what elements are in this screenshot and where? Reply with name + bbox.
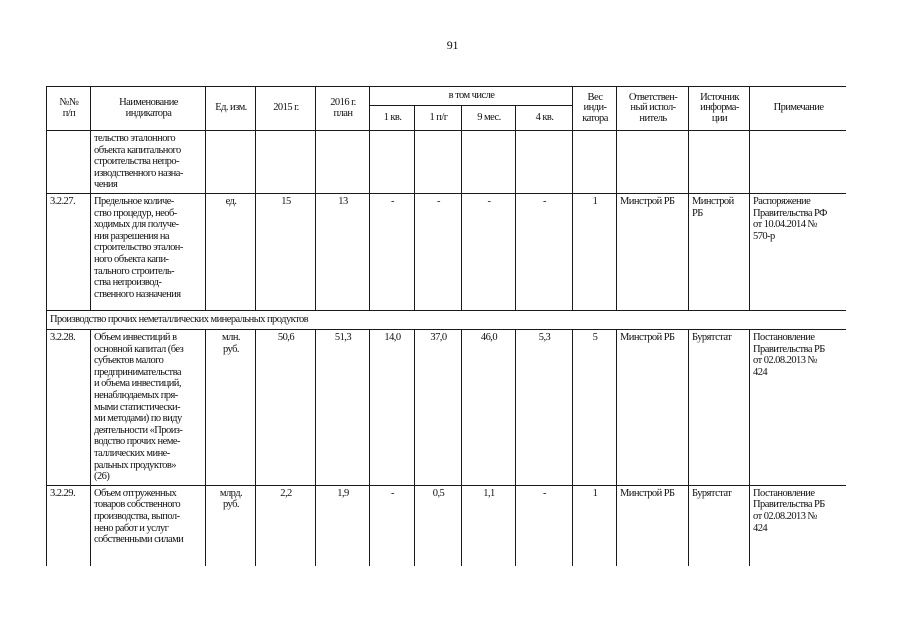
cell-unit: ед. (206, 194, 256, 311)
cell-q4: - (516, 485, 573, 566)
cell-responsible: Минстрой РБ (617, 194, 689, 311)
cell-name: Объем отгруженных товаров собственного производства, выпол- нено работ и услуг собственными силами (91, 485, 206, 566)
cell-num: 3.2.28. (47, 330, 91, 486)
cell-unit: млн. руб. (206, 330, 256, 486)
table-row-3-2-29 (47, 485, 847, 566)
header-note: Примечание (750, 87, 846, 131)
indicator-table (46, 86, 846, 566)
header-q4: 4 кв. (516, 106, 573, 131)
header-source: Источник информа- ции (689, 87, 750, 131)
cell-responsible (617, 131, 689, 194)
cell-q4: 5,3 (516, 330, 573, 486)
header-q1: 1 кв. (370, 106, 415, 131)
cell-2016: 1,9 (316, 485, 370, 566)
table-row-continuation (47, 131, 847, 194)
cell-2015: 50,6 (256, 330, 316, 486)
cell-q1: - (370, 194, 415, 311)
cell-weight: 5 (573, 330, 617, 486)
page-number: 91 (446, 38, 459, 52)
header-h1: 1 п/г (415, 106, 462, 131)
table-header-row-1 (47, 87, 847, 106)
cell-2016: 51,3 (316, 330, 370, 486)
header-weight: Вес инди- катора (573, 87, 617, 131)
cell-q1: 14,0 (370, 330, 415, 486)
cell-9-months: - (462, 194, 516, 311)
cell-q4 (516, 131, 573, 194)
cell-unit: млрд. руб. (206, 485, 256, 566)
cell-source: Минстрой РБ (689, 194, 750, 311)
cell-note: Постановление Правительства РБ от 02.08.2013 № 424 (750, 485, 846, 566)
table-row-3-2-28 (47, 330, 847, 486)
cell-note (750, 131, 846, 194)
header-unit: Ед. изм. (206, 87, 256, 131)
header-2015: 2015 г. (256, 87, 316, 131)
cell-9-months: 46,0 (462, 330, 516, 486)
cell-source: Бурятстат (689, 485, 750, 566)
cell-2015: 2,2 (256, 485, 316, 566)
header-including: в том числе (370, 87, 573, 106)
cell-num (47, 131, 91, 194)
cell-q1 (370, 131, 415, 194)
cell-h1: 37,0 (415, 330, 462, 486)
cell-2015 (256, 131, 316, 194)
header-num: №№ п/п (47, 87, 91, 131)
header-2016-plan: 2016 г. план (316, 87, 370, 131)
cell-weight: 1 (573, 485, 617, 566)
cell-h1: 0,5 (415, 485, 462, 566)
indicator-table-container (46, 86, 846, 566)
cell-weight: 1 (573, 194, 617, 311)
cell-q4: - (516, 194, 573, 311)
cell-weight (573, 131, 617, 194)
cell-note: Распоряжение Правительства РФ от 10.04.2014 № 570-р (750, 194, 846, 311)
cell-9-months: 1,1 (462, 485, 516, 566)
cell-num: 3.2.27. (47, 194, 91, 311)
section-heading: Производство прочих неметаллических минеральных продуктов (47, 311, 847, 330)
cell-name: Объем инвестиций в основной капитал (без субъектов малого предпринимательства и объема инвестиций, ненаблюдаемых пря- мыми статистически- ми методами) по виду деятельности «Произ- водство прочих неме- таллических мине- ральных продуктов» (26) (91, 330, 206, 486)
cell-note: Постановление Правительства РБ от 02.08.2013 № 424 (750, 330, 846, 486)
cell-source (689, 131, 750, 194)
cell-h1 (415, 131, 462, 194)
cell-q1: - (370, 485, 415, 566)
cell-2016: 13 (316, 194, 370, 311)
header-responsible: Ответствен- ный испол- нитель (617, 87, 689, 131)
cell-h1: - (415, 194, 462, 311)
header-name: Наименование индикатора (91, 87, 206, 131)
table-section-row (47, 311, 847, 330)
cell-name: тельство эталонного объекта капитального строительства непро- изводственного назна- чения (91, 131, 206, 194)
cell-source: Бурятстат (689, 330, 750, 486)
cell-responsible: Минстрой РБ (617, 485, 689, 566)
cell-2016 (316, 131, 370, 194)
cell-9-months (462, 131, 516, 194)
cell-2015: 15 (256, 194, 316, 311)
table-row-3-2-27 (47, 194, 847, 311)
cell-responsible: Минстрой РБ (617, 330, 689, 486)
cell-unit (206, 131, 256, 194)
cell-num: 3.2.29. (47, 485, 91, 566)
cell-name: Предельное количе- ство процедур, необ- ходимых для получе- ния разрешения на строительство эталон- ного объекта капи- тального строитель- ства непроизвод- ственного назначения (91, 194, 206, 311)
header-9-months: 9 мес. (462, 106, 516, 131)
